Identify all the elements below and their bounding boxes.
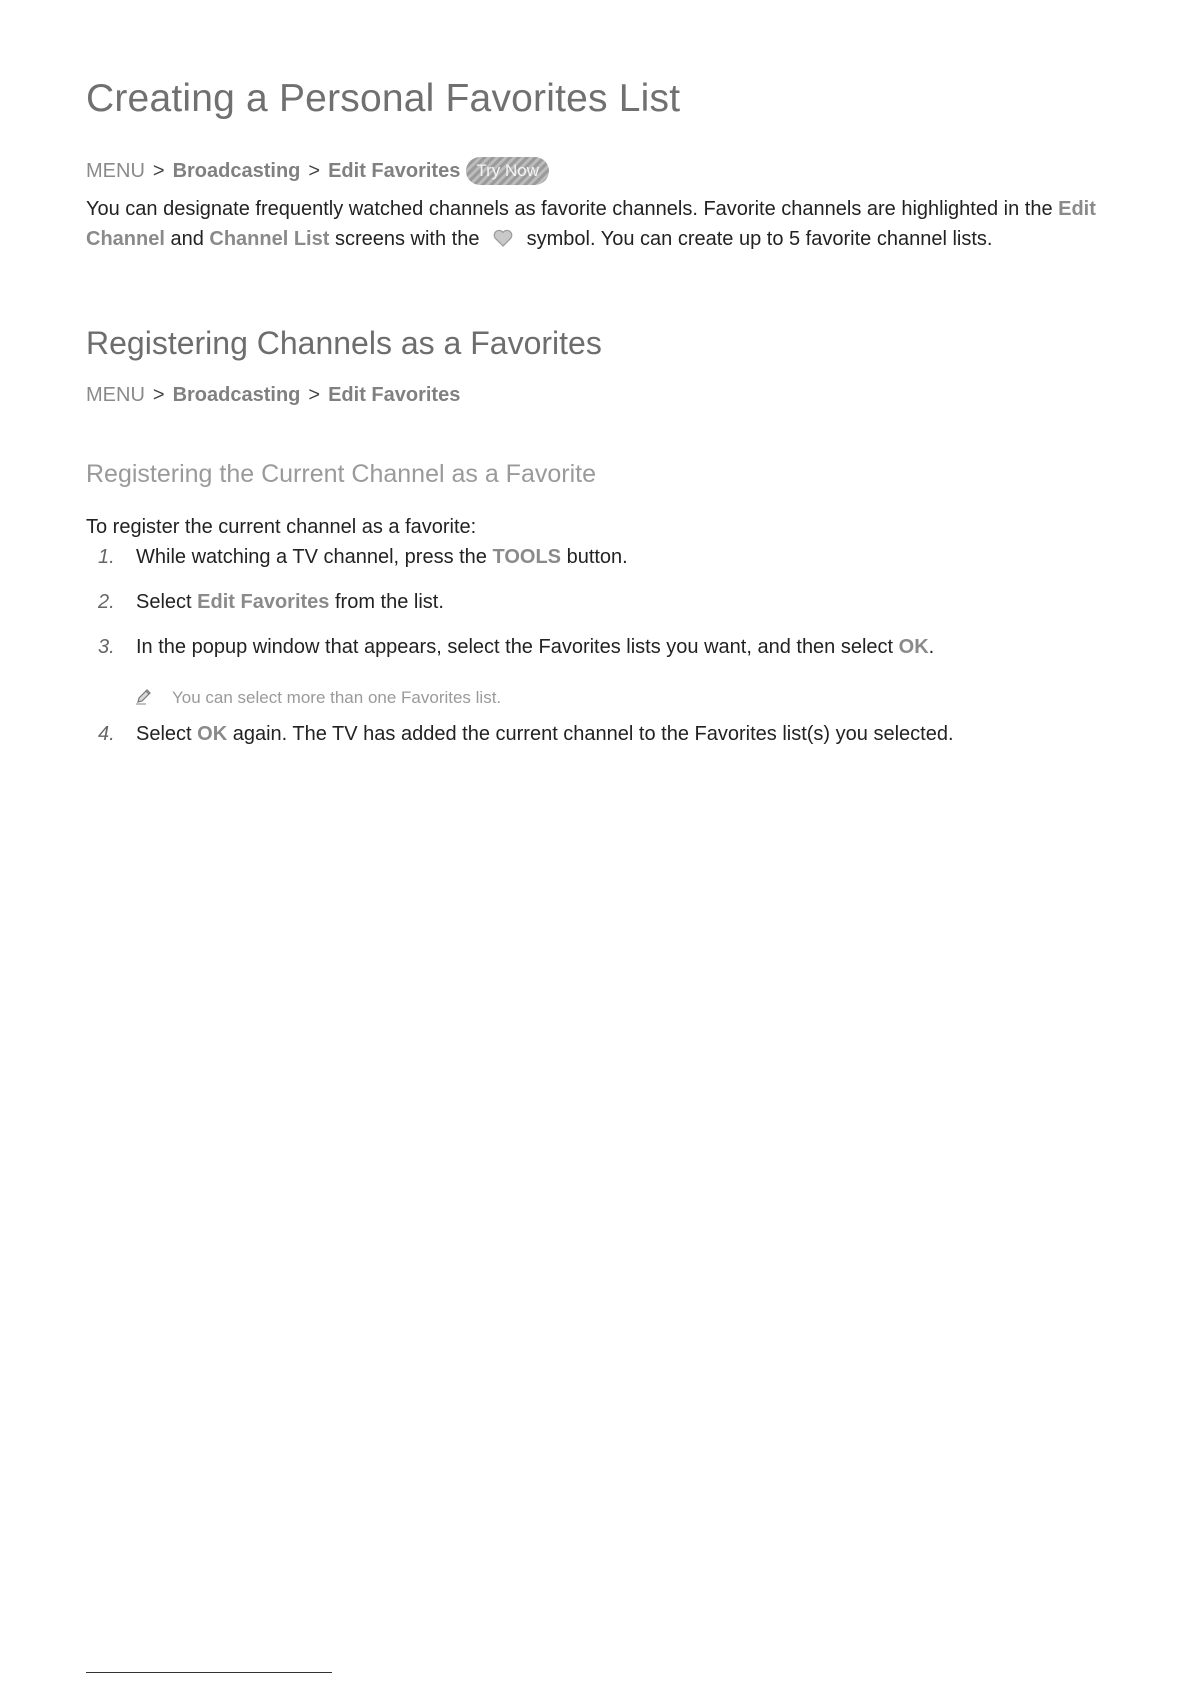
page-title: Creating a Personal Favorites List bbox=[86, 77, 681, 120]
step-text-before: Select bbox=[136, 723, 198, 745]
intro-text-3: screens with the bbox=[329, 228, 480, 250]
ok-term: OK bbox=[197, 723, 228, 745]
procedure-intro: To register the current channel as a favorite: bbox=[86, 516, 477, 538]
tools-term: TOOLS bbox=[492, 546, 562, 568]
note-text: You can select more than one Favorites list. bbox=[172, 688, 502, 707]
intro-text-4: symbol. You can create up to 5 favorite channel lists. bbox=[526, 228, 993, 250]
step-text bbox=[136, 636, 934, 659]
heart-icon bbox=[493, 229, 513, 247]
step-text-before: While watching a TV channel, press the bbox=[136, 546, 493, 568]
step-number: 2. bbox=[98, 591, 115, 613]
ok-term: OK bbox=[898, 636, 929, 658]
step-text-before: Select bbox=[136, 591, 198, 613]
step-text bbox=[136, 723, 954, 746]
step-number: 3. bbox=[98, 636, 115, 658]
step-text-after: button. bbox=[561, 546, 628, 568]
breadcrumb-menu: MENU bbox=[86, 159, 145, 182]
breadcrumb-separator: > bbox=[308, 384, 321, 406]
channel-list-term: Channel List bbox=[209, 228, 330, 250]
step-text-after: from the list. bbox=[329, 591, 444, 613]
step-text bbox=[136, 546, 628, 569]
breadcrumb-edit-favorites: Edit Favorites bbox=[328, 159, 461, 182]
step-text-after: again. The TV has added the current channel to the Favorites list(s) you selected. bbox=[227, 723, 954, 745]
breadcrumb-menu: MENU bbox=[86, 384, 145, 406]
intro-paragraph bbox=[86, 194, 1106, 254]
breadcrumb-separator: > bbox=[308, 159, 321, 182]
edit-favorites-term: Edit Favorites bbox=[197, 591, 330, 613]
note bbox=[134, 686, 501, 708]
step-text-before: In the popup window that appears, select the Favorites lists you want, and then select bbox=[136, 636, 899, 658]
edit-channel-term: Edit Channel bbox=[86, 198, 1096, 250]
footer-rule bbox=[86, 1672, 332, 1673]
manual-page bbox=[86, 0, 1106, 1683]
step-number: 4. bbox=[98, 723, 115, 745]
step-number: 1. bbox=[98, 546, 115, 568]
breadcrumb-edit-favorites: Edit Favorites bbox=[328, 384, 461, 406]
step-text-after: . bbox=[928, 636, 935, 658]
intro-text-1: You can designate frequently watched channels as favorite channels. Favorite channels are highlighted in the bbox=[86, 198, 1059, 220]
section-title: Registering Channels as a Favorites bbox=[86, 325, 602, 361]
breadcrumb-separator: > bbox=[152, 384, 165, 406]
try-now-button[interactable]: Try Now bbox=[466, 157, 549, 185]
breadcrumb bbox=[86, 384, 460, 407]
breadcrumb-broadcasting: Broadcasting bbox=[172, 159, 301, 182]
pencil-icon bbox=[134, 686, 154, 706]
subsection-title: Registering the Current Channel as a Favorite bbox=[86, 460, 596, 488]
step-text bbox=[136, 591, 444, 614]
breadcrumb-separator: > bbox=[152, 159, 165, 182]
breadcrumb bbox=[86, 157, 549, 185]
breadcrumb-broadcasting: Broadcasting bbox=[172, 384, 301, 406]
intro-text-2: and bbox=[164, 228, 210, 250]
